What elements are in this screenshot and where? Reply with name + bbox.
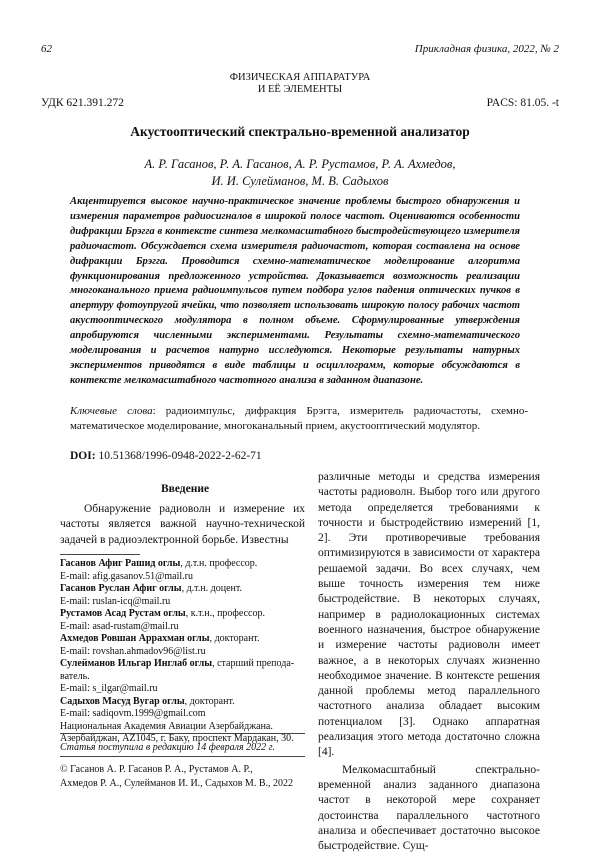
affiliation-line: [60, 558, 310, 571]
page-number: 62: [41, 43, 52, 55]
section-heading: [0, 72, 600, 96]
doi-value: 10.51368/1996-0948-2022-2-62-71: [95, 450, 262, 462]
affiliation-author-name: Сулейманов Ильгар Инглаб оглы: [60, 658, 213, 669]
affiliation-line: [60, 608, 310, 621]
author-list-line1: А. Р. Гасанов, Р. А. Гасанов, А. Р. Рустамов, Р. А. Ахмедов,: [144, 157, 456, 171]
keywords-list: : радиоимпульс, дифракция Брэгга, измеритель радиочастоты, схемно-математическое моделирование, многоканальный прием, акустооптический модулятор.: [70, 405, 528, 432]
copyright-line2: Ахмедов Р. А., Сулейманов И. И., Садыхов М. В., 2022: [60, 778, 293, 789]
article-title: Акустооптический спектрально-временной анализатор: [130, 124, 470, 139]
received-date: Статья поступила в редакцию 14 февраля 2022 г.: [60, 742, 275, 753]
section-heading-line1: ФИЗИЧЕСКАЯ АППАРАТУРА: [229, 72, 371, 83]
author-affiliations: [60, 558, 310, 746]
institution-address: Азербайджан, AZ1045, г. Баку, проспект Мардакан, 30.: [60, 733, 294, 744]
pacs-code: PACS: 81.05. -t: [486, 97, 559, 109]
affiliation-line: [60, 633, 310, 646]
affiliation-email: E-mail: ruslan-icq@mail.ru: [60, 595, 171, 607]
udk-code: УДК 621.391.272: [41, 97, 124, 109]
affiliation-role: , к.т.н., профессор.: [185, 608, 265, 619]
author-list-line2: И. И. Сулейманов, М. В. Садыхов: [211, 174, 389, 188]
right-column-text: [318, 470, 540, 854]
doi: [70, 450, 262, 462]
affiliation-email: E-mail: s_ilgar@mail.ru: [60, 683, 158, 694]
doi-label: DOI:: [70, 450, 96, 462]
affiliation-author-name: Рустамов Асад Рустам оглы: [60, 608, 186, 619]
affiliation-author-name: Ахмедов Ровшан Аррахман оглы: [60, 633, 210, 644]
footnote-rule: [60, 733, 305, 734]
affiliation-role: , д.т.н. доцент.: [181, 583, 242, 594]
footnote-divider: [60, 554, 140, 555]
intro-paragraph: Обнаружение радиоволн и измерение их частоты является важной научно-технической задачей в радиоэлектронной борьбе. Известны: [60, 503, 305, 546]
affiliation-author-name: Гасанов Афиг Рашид оглы: [60, 558, 181, 569]
copyright: [60, 763, 305, 791]
author-list: [0, 156, 600, 190]
abstract: Акцентируется высокое научно-практическое значение проблемы быстрого обнаружения и измерения параметров радиосигналов в широкой полосе частот. Оцениваются особенности дифракции Брэгга в контексте синтеза мелкомасштабного быстродействующего измерителя радиочастот. Обсуждается схема измерителя радиочастот, которая составлена на основе дифракции Брэгга. Проводится схемно-математическое моделирование алгоритма функционирования предложенного устройства. Доказывается возможность реализации многоканального приема радиоимпульсов путем подбора углов падения оптических пучков в апертуру фотоупругой ячейки, что позволяет использовать широкую полосу рабочих частот акустооптического модулятора в полном объеме. Сформулированные утверждения апробируются численными экспериментами. Результаты схемно-математического моделирования и расчетов натурно исследуются. Некоторые результаты натурных экспериментов приводятся в виде таблицы и осциллограмм, которые обсуждаются в контексте мелкомасштабного частотного анализа в заданном диапазоне.: [70, 196, 520, 386]
body-paragraph: различные методы и средства измерения частоты радиоволн. Выбор того или другого метода определяется требованиями к точности и быстродействию измерений [1, 2]. Эти противоречивые требования оптимизируются в зависимости от характера решаемой задачи. Во всех случаях, чем выше точность измерения тем ниже быстродействие. В некоторых случаях, например в радиолокационных системах военного назначения, быстрое обнаружение и измерение частоты радиоволн имеет важное, а в некоторых случаях жизненно необходимое значение. В контексте решения данной проблемы метод параллельного частотного анализа обладает высоким потенциалом [3]. Однако аппаратная реализация этого метода достаточно сложна [4].: [318, 471, 540, 759]
keywords: [70, 404, 528, 434]
affiliation-line-continued: ватель.: [60, 670, 90, 682]
section-heading-line2: И ЕЁ ЭЛЕМЕНТЫ: [257, 84, 343, 95]
body-paragraph: Мелкомасштабный спектрально-временной анализ заданного диапазона частот в некоторой мере сохраняет достоинства параллельного частотного анализа и обеспечивает достаточно высокое быстродействие. Сущ-: [318, 763, 540, 853]
intro-heading: Введение: [160, 483, 210, 495]
affiliation-author-name: Гасанов Руслан Афиг оглы: [60, 583, 182, 594]
keywords-label: Ключевые слова: [70, 405, 153, 417]
affiliation-line: [60, 696, 310, 709]
copyright-rule: [60, 756, 305, 757]
affiliation-role: , докторант.: [184, 695, 235, 707]
affiliation-email: E-mail: afig.gasanov.51@mail.ru: [60, 570, 193, 582]
affiliation-email: E-mail: rovshan.ahmadov96@list.ru: [60, 645, 206, 657]
affiliation-email: E-mail: sadiqovm.1999@gmail.com: [60, 708, 206, 719]
journal-name: Прикладная физика, 2022, № 2: [414, 43, 559, 55]
affiliation-role: , докторант.: [209, 633, 260, 644]
affiliation-line: [60, 583, 310, 596]
affiliation-email: E-mail: asad-rustam@mail.ru: [60, 620, 179, 632]
affiliation-role: , старший препода-: [212, 658, 295, 669]
affiliation-line: [60, 658, 310, 671]
affiliation-role: , д.т.н. профессор.: [180, 558, 258, 569]
copyright-line1: © Гасанов А. Р. Гасанов Р. А., Рустамов А. Р.,: [60, 764, 253, 775]
institution: Национальная Академия Авиации Азербайджана.: [60, 720, 273, 732]
affiliation-author-name: Садыхов Масуд Вугар оглы: [60, 695, 185, 707]
